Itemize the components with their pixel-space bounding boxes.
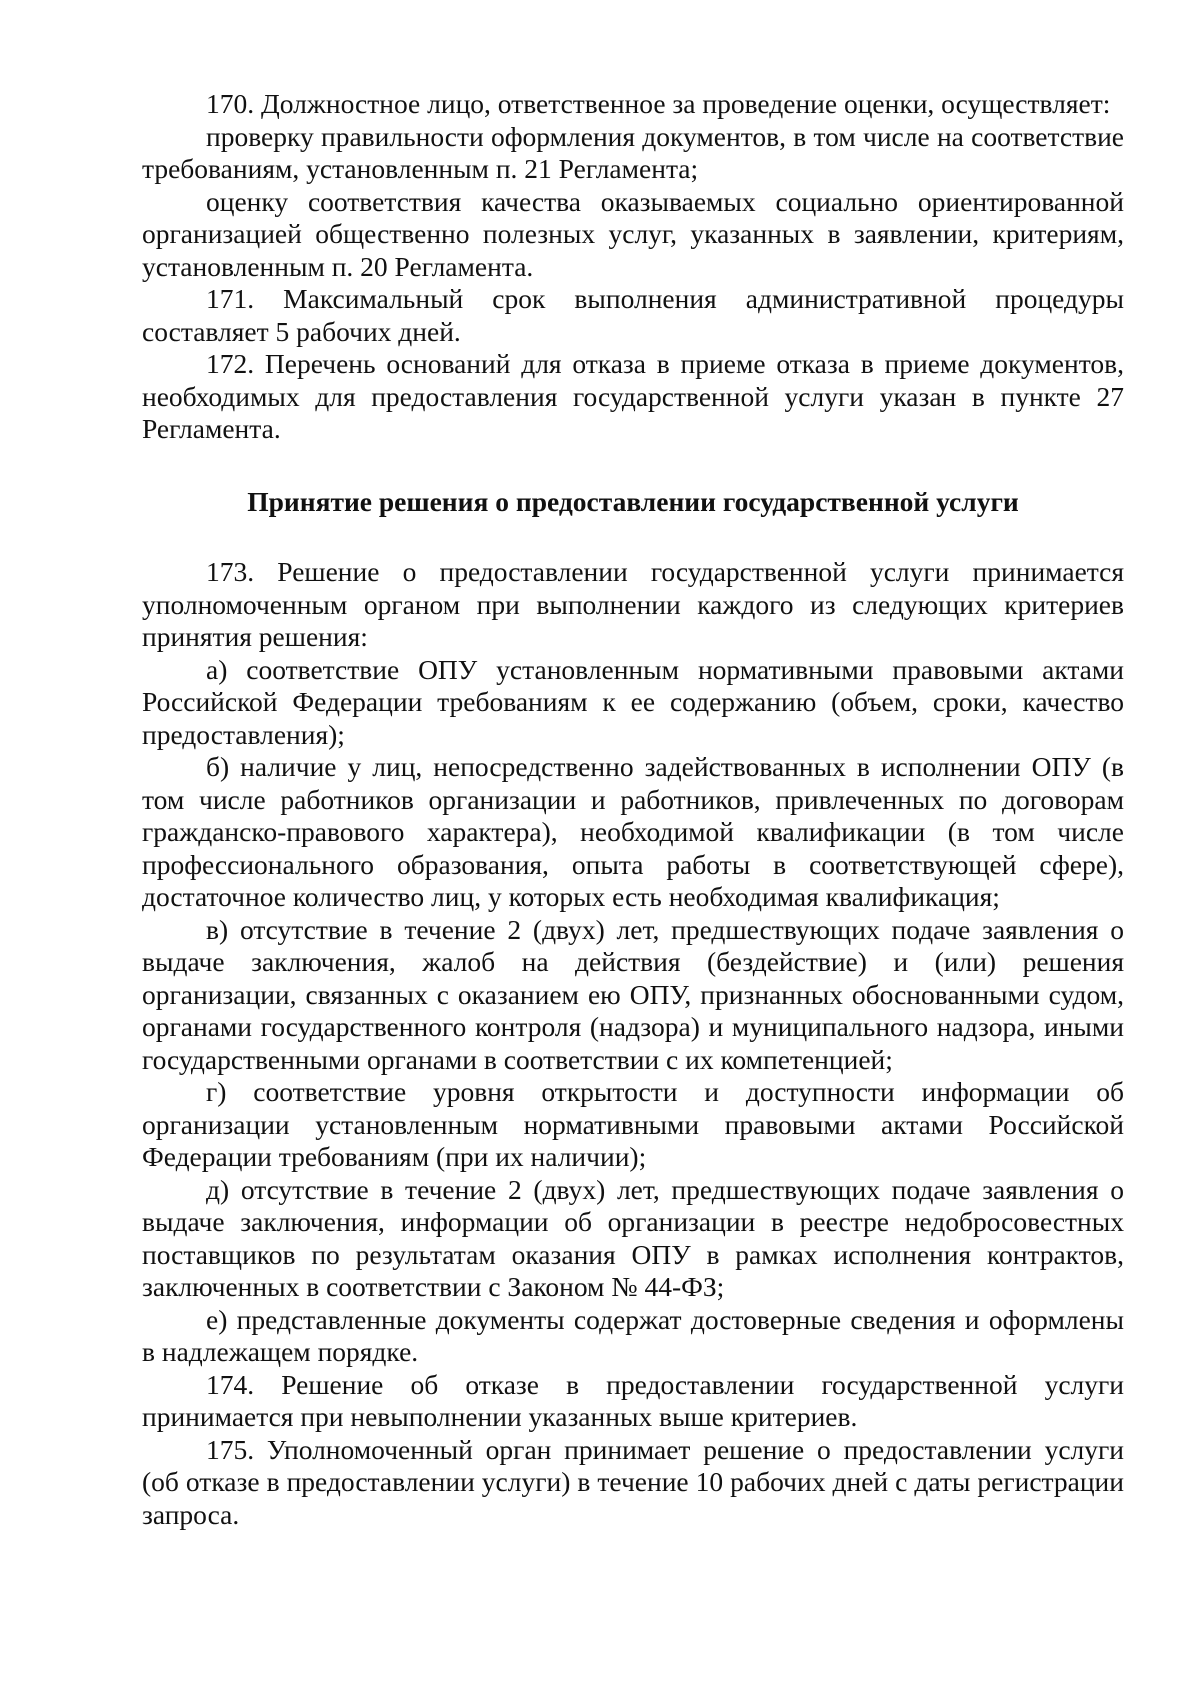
paragraph-173-item-v: в) отсутствие в течение 2 (двух) лет, предшествующих подаче заявления о выдаче заключения, жалоб на действия (бездействие) и (или) решения организации, связанных с оказанием ею ОПУ, признанных обоснованными судом, органами государственного контроля (надзора) и муниципального надзора, иными государственными органами в соответствии с их компетенцией; [142, 913, 1124, 1075]
section-heading: Принятие решения о предоставлении государственной услуги [247, 485, 1019, 517]
paragraph-173-item-b: б) наличие у лиц, непосредственно задействованных в исполнении ОПУ (в том числе работников организации и работников, привлеченных по договорам гражданско-правового характера), необходимой квалификации (в том числе профессионального образования, опыта работы в соответствующей сфере), достаточное количество лиц, у которых есть необходимая квалификация; [142, 751, 1124, 912]
paragraph-173-item-a: а) соответствие ОПУ установленным нормативными правовыми актами Российской Федерации требованиям к ее содержанию (объем, сроки, качество предоставления); [142, 653, 1124, 750]
paragraph-173-item-e: е) представленные документы содержат достоверные сведения и оформлены в надлежащем порядке. [142, 1303, 1124, 1367]
paragraph-173: 173. Решение о предоставлении государственной услуги принимается уполномоченным органом при выполнении каждого из следующих критериев принятия решения: [142, 556, 1124, 652]
paragraph-173-item-d: д) отсутствие в течение 2 (двух) лет, предшествующих подаче заявления о выдаче заключения, информации об организации в реестре недобросовестных поставщиков по результатам оказания ОПУ в рамках исполнения контрактов, заключенных в соответствии с Законом № 44-ФЗ; [142, 1173, 1124, 1302]
paragraph-170-item-1: проверку правильности оформления документов, в том числе на соответствие требованиям, установленным п. 21 Регламента; [142, 120, 1124, 184]
paragraph-172: 172. Перечень оснований для отказа в приеме отказа в приеме документов, необходимых для предоставления государственной услуги указан в пункте 27 Регламента. [142, 348, 1124, 444]
paragraph-170: 170. Должностное лицо, ответственное за проведение оценки, осуществляет: [206, 88, 1111, 119]
paragraph-173-item-g: г) соответствие уровня открытости и доступности информации об организации установленным нормативными правовыми актами Российской Федерации требованиям (при их наличии); [142, 1076, 1124, 1172]
paragraph-174: 174. Решение об отказе в предоставлении государственной услуги принимается при невыполнении указанных выше критериев. [142, 1368, 1124, 1432]
paragraph-171: 171. Максимальный срок выполнения административной процедуры составляет 5 рабочих дней. [142, 283, 1124, 347]
paragraph-170-item-2: оценку соответствия качества оказываемых социально ориентированной организацией общественно полезных услуг, указанных в заявлении, критериям, установленным п. 20 Регламента. [142, 185, 1124, 282]
paragraph-175: 175. Уполномоченный орган принимает решение о предоставлении услуги (об отказе в предоставлении услуги) в течение 10 рабочих дней с даты регистрации запроса. [142, 1433, 1124, 1530]
document-page [142, 88, 1124, 1531]
